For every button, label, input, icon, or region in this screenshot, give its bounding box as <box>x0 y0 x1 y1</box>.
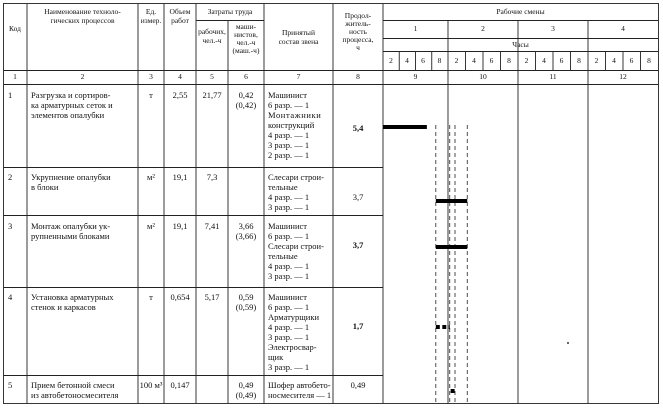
row-3-crew-6: 3 разр. — 1 <box>268 271 310 281</box>
header-unit-1: Ед. <box>145 7 157 16</box>
header-unit-2: измер. <box>140 16 162 25</box>
shift-label-3: 3 <box>551 24 555 33</box>
row-3-crew-2: 6 разр. — 1 <box>268 231 310 241</box>
col-number: 4 <box>178 72 182 81</box>
row-1-unit: т <box>149 90 153 100</box>
hour-label: 4 <box>405 56 409 65</box>
row-5-unit: 100 м³ <box>139 380 163 390</box>
hour-label: 2 <box>389 56 393 65</box>
row-4-crew-3: Арматурщики <box>268 312 320 322</box>
row-4-crew-2: 6 разр. — 1 <box>268 302 310 312</box>
hour-label: 4 <box>612 56 616 65</box>
hour-label: 2 <box>594 56 599 65</box>
header-labor-workers-1: рабочих, <box>198 27 226 36</box>
col-number: 1 <box>13 72 17 81</box>
header-labor-workers-2: чел.-ч <box>202 36 222 45</box>
header-duration-2: житель- <box>345 19 371 28</box>
row-3-crew-3: Слесари строи- <box>268 241 324 251</box>
hour-label: 8 <box>437 56 442 65</box>
row-4-unit: т <box>149 292 153 302</box>
col-number: 5 <box>210 72 214 81</box>
row-2-name-1: Укрупнение опалубки <box>31 172 111 182</box>
col-number: 6 <box>244 72 248 81</box>
hour-label: 8 <box>647 56 651 65</box>
speck <box>567 342 569 344</box>
row-4-name-1: Установка арматурных <box>31 292 114 302</box>
row-4-crew-8: 3 разр. — 1 <box>268 362 310 372</box>
row-3-workers: 7,41 <box>204 221 220 231</box>
header-machinists-4: (маш.-ч) <box>232 46 260 55</box>
row-3-code: 3 <box>8 221 13 231</box>
hour-label: 2 <box>524 56 529 65</box>
hour-label: 6 <box>559 56 564 65</box>
row-4-crew-6: Электросвар- <box>268 342 317 352</box>
header-volume-1: Объем <box>169 7 191 16</box>
row-2-name-2: в блоки <box>31 182 59 192</box>
row-1-crew-3: Монтажники <box>268 110 322 120</box>
row-4-crew-1: Машинист <box>268 292 308 302</box>
row-1-volume: 2,55 <box>172 90 188 100</box>
row-1-crew-6: 3 разр. — 1 <box>268 140 310 150</box>
header-duration-3: ность <box>349 27 367 36</box>
row-3-name-1: Монтаж опалубки ук- <box>31 221 111 231</box>
row-2-code: 2 <box>8 172 13 182</box>
row-2-workers: 7,3 <box>206 172 218 182</box>
row-4-workers: 5,17 <box>204 292 220 302</box>
row-4-machinists-2: (0,59) <box>235 302 257 312</box>
col-number: 7 <box>296 72 301 81</box>
header-duration-4: процесса, <box>342 35 374 44</box>
row-3-machinists-1: 3,66 <box>238 221 254 231</box>
row-3-name-2: рупненными блоками <box>31 231 110 241</box>
row-1-crew-5: 4 разр. — 1 <box>268 130 310 140</box>
row-3-machinists-2: (3,66) <box>235 231 257 241</box>
col-number: 3 <box>149 72 153 81</box>
col-number: 9 <box>413 72 418 81</box>
hour-label: 4 <box>472 56 476 65</box>
header-crew-1: Принятый <box>282 28 315 37</box>
row-5-volume: 0,147 <box>170 380 190 390</box>
row-1-crew-1: Машинист <box>268 90 308 100</box>
row-5-name-1: Прием бетонной смеси <box>31 380 115 390</box>
row-3-volume: 19,1 <box>172 221 188 231</box>
shift-label-1: 1 <box>413 24 418 33</box>
header-volume-2: работ <box>171 16 189 25</box>
row-2-crew-3: 4 разр. — 1 <box>268 192 310 202</box>
row-2-duration: 3,7 <box>352 192 364 202</box>
hour-label: 4 <box>542 56 546 65</box>
row-1-name-1: Разгрузка и сортиров- <box>31 90 111 100</box>
row-1-crew-4: конструкций <box>268 120 315 130</box>
row-3-duration: 3,7 <box>352 240 364 250</box>
row-1-crew-2: 6 разр. — 1 <box>268 100 310 110</box>
row-1-crew-7: 2 разр. — 1 <box>268 150 310 160</box>
header-crew-2: состав звена <box>278 37 319 46</box>
row-4-name-2: стенок и каркасов <box>31 302 96 312</box>
col-number: 12 <box>619 72 627 81</box>
row-4-duration: 1,7 <box>352 321 364 331</box>
header-duration-5: ч <box>356 43 360 52</box>
row-5-machinists-1: 0,49 <box>238 380 254 390</box>
row-4-crew-5: 3 разр. — 1 <box>268 332 310 342</box>
row-5-machinists-2: (0,49) <box>235 390 257 400</box>
row-2-crew-1: Слесари строи- <box>268 172 324 182</box>
row-1-duration: 5,4 <box>352 123 364 133</box>
header-labor: Затраты труда <box>207 7 253 16</box>
hour-label: 6 <box>489 56 494 65</box>
shift-label-4: 4 <box>621 24 625 33</box>
row-3-crew-4: тельные <box>268 251 298 261</box>
row-3-unit: м² <box>147 221 155 231</box>
row-1-name-3: элементов опалубки <box>31 110 105 120</box>
row-5-name-2: из автобетоносмесителя <box>31 390 119 400</box>
row-4-volume: 0,654 <box>170 292 190 302</box>
row-4-crew-7: щик <box>268 352 284 362</box>
row-5-crew-1: Шофер автобето- <box>268 380 331 390</box>
header-name-1: Наименование техноло- <box>44 7 121 16</box>
header-machinists-3: чел.-ч <box>236 38 256 47</box>
shift-label-2: 2 <box>481 24 485 33</box>
row-4-crew-4: 4 разр. — 1 <box>268 322 310 332</box>
row-4-code: 4 <box>8 292 13 302</box>
row-3-crew-5: 4 разр. — 1 <box>268 261 310 271</box>
row-2-unit: м² <box>147 172 155 182</box>
hour-label: 6 <box>629 56 634 65</box>
col-number: 2 <box>80 72 85 81</box>
col-number: 10 <box>479 72 487 81</box>
row-1-workers: 21,77 <box>202 90 222 100</box>
hour-label: 8 <box>507 56 511 65</box>
header-machinists-1: маши- <box>235 22 257 31</box>
header-duration-1: Продол- <box>344 11 372 20</box>
row-3-crew-1: Машинист <box>268 221 308 231</box>
header-hours-title: Часы <box>512 40 529 49</box>
row-1-machinists-1: 0,42 <box>238 90 254 100</box>
hour-label: 8 <box>577 56 581 65</box>
row-5-code: 5 <box>8 380 13 390</box>
row-2-crew-2: тельные <box>268 182 298 192</box>
row-4-machinists-1: 0,59 <box>238 292 254 302</box>
row-1-machinists-2: (0,42) <box>235 100 257 110</box>
row-5-duration: 0,49 <box>350 380 366 390</box>
row-2-volume: 19,1 <box>172 172 188 182</box>
hour-label: 6 <box>421 56 425 65</box>
row-2-crew-4: 3 разр. — 1 <box>268 202 310 212</box>
header-name-2: гических процессов <box>50 16 115 25</box>
hour-label: 2 <box>454 56 459 65</box>
row-1-code: 1 <box>8 90 13 100</box>
row-5-crew-2: носмесителя — 1 <box>268 390 332 400</box>
header-machinists-2: нистов, <box>234 30 258 39</box>
col-number: 8 <box>356 72 360 81</box>
col-number: 11 <box>549 72 557 81</box>
header-code: Код <box>9 24 21 33</box>
row-1-name-2: ка арматурных сеток и <box>31 100 113 110</box>
header-shifts-title: Рабочие смены <box>496 7 545 16</box>
